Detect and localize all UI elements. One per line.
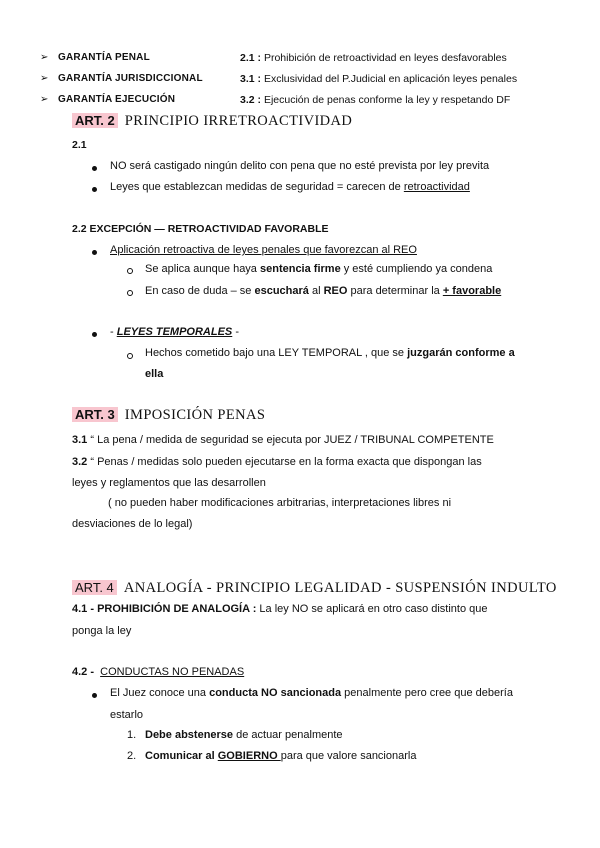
bold-text: Comunicar al — [145, 750, 218, 762]
bold-text: conducta NO sancionada — [209, 687, 342, 699]
art2-sub-bullet-2 — [145, 285, 501, 297]
bold-text: 4.2 - — [72, 666, 95, 678]
bold-text: juzgarán conforme a — [407, 347, 515, 359]
text-run: En caso de duda – se — [145, 285, 255, 297]
arrow-bullet-icon: ➢ — [40, 73, 49, 84]
numbered-item-2 — [145, 750, 416, 762]
bold-text: 3.1 — [72, 434, 88, 446]
arrow-bullet-icon: ➢ — [40, 94, 49, 105]
bold-underlined-text: + favorable — [442, 285, 502, 297]
art4-heading — [72, 580, 557, 597]
text-run: “ La pena / medida de seguridad se ejecuta por JUEZ / TRIBUNAL COMPETENTE — [87, 434, 494, 446]
bullet-icon — [92, 250, 97, 255]
bold-text: Debe abstenerse — [145, 729, 234, 741]
arrow-bullet-icon: ➢ — [40, 52, 49, 63]
circle-bullet-icon — [127, 353, 133, 359]
text-run: de actuar penalmente — [233, 729, 343, 741]
numbered-item-num: 2. — [127, 750, 137, 762]
text-run: y esté cumpliendo ya condena — [340, 263, 493, 275]
garantia-num: 3.1 : — [240, 73, 262, 85]
art2-title: PRINCIPIO IRRETROACTIVIDAD — [124, 113, 353, 129]
circle-bullet-icon — [127, 268, 133, 274]
art2-sub-bullet-3 — [145, 347, 515, 359]
garantia-desc: Exclusividad del P.Judicial en aplicación leyes penales — [263, 73, 518, 85]
bold-text: 4.1 - PROHIBICIÓN DE ANALOGÍA : — [72, 603, 257, 615]
art4-line-1 — [72, 603, 488, 615]
garantia-num: 2.1 : — [240, 52, 262, 64]
text-run: Se aplica aunque haya — [145, 263, 260, 275]
bold-underlined-text: GOBIERNO — [217, 750, 281, 762]
underlined-text: CONDUCTAS NO PENADAS — [100, 666, 245, 678]
bullet-icon — [92, 332, 97, 337]
text-run: al — [308, 285, 324, 297]
bold-text: sentencia firme — [259, 263, 341, 275]
text-run: para que valore sancionarla — [280, 750, 417, 762]
garantia-desc: Ejecución de penas conforme la ley y respetando DF — [263, 94, 511, 106]
garantia-text — [240, 52, 507, 64]
text-run: Hechos cometido bajo una LEY TEMPORAL , que se — [145, 347, 408, 359]
art2-bullet-3: Aplicación retroactiva de leyes penales que favorezcan al REO — [110, 244, 417, 256]
art3-line-2 — [72, 456, 482, 468]
text-run: “ Penas / medidas solo pueden ejecutarse en la forma exacta que dispongan las — [87, 456, 482, 468]
art3-line-1 — [72, 434, 494, 446]
bullet-icon — [92, 187, 97, 192]
art2-tag: ART. 2 — [72, 113, 118, 128]
art3-line-4: ( no pueden haber modificaciones arbitrarias, interpretaciones libres ni — [108, 497, 452, 509]
art4-tag: ART. 4 — [72, 580, 117, 595]
art4-bullet-1-cont: estarlo — [110, 709, 144, 721]
bullet-icon — [92, 166, 97, 171]
section-2-2-label: 2.2 EXCEPCIÓN — RETROACTIVIDAD FAVORABLE — [72, 223, 329, 235]
art3-line-5: desviaciones de lo legal) — [72, 518, 193, 530]
text-run: - — [232, 326, 239, 338]
section-2-1-label: 2.1 — [72, 139, 87, 151]
numbered-item-num: 1. — [127, 729, 137, 741]
underlined-text: retroactividad — [403, 181, 470, 193]
garantia-desc: Prohibición de retroactividad en leyes desfavorables — [263, 52, 507, 64]
garantia-text — [240, 94, 510, 106]
text-run: La ley NO se aplicará en otro caso distinto que — [256, 603, 488, 615]
garantia-label: GARANTÍA EJECUCIÓN — [58, 94, 176, 105]
text-run: - — [110, 326, 117, 338]
text-run: El Juez conoce una — [110, 687, 210, 699]
circle-bullet-icon — [127, 290, 133, 296]
art2-bullet-2 — [110, 181, 470, 193]
numbered-item-1 — [145, 729, 343, 741]
art3-heading — [72, 407, 265, 424]
art4-bullet-1 — [110, 687, 513, 699]
art2-bullet-4 — [110, 326, 239, 338]
art4-line-2: ponga la ley — [72, 625, 132, 637]
garantia-label: GARANTÍA JURISDICCIONAL — [58, 73, 203, 84]
art2-bullet-1: NO será castigado ningún delito con pena que no esté prevista por ley previta — [110, 160, 490, 172]
text-run: Leyes que establezcan medidas de seguridad = carecen de — [110, 181, 404, 193]
section-4-2-label — [72, 666, 244, 678]
art2-sub-bullet-3-cont: ella — [145, 368, 164, 380]
art3-line-3: leyes y reglamentos que las desarrollen — [72, 477, 266, 489]
text-run: para determinar la — [347, 285, 443, 297]
art4-title: ANALOGÍA - PRINCIPIO LEGALIDAD - SUSPENSIÓN INDULTO — [123, 580, 557, 596]
text-run: penalmente pero cree que debería — [341, 687, 513, 699]
garantia-num: 3.2 : — [240, 94, 262, 106]
art3-tag: ART. 3 — [72, 407, 118, 422]
bold-italic-underlined-text: LEYES TEMPORALES — [116, 326, 233, 338]
bold-text: 3.2 — [72, 456, 88, 468]
bold-text: REO — [323, 285, 348, 297]
art2-sub-bullet-1 — [145, 263, 492, 275]
art3-title: IMPOSICIÓN PENAS — [124, 407, 266, 423]
bold-text: escuchará — [254, 285, 309, 297]
garantia-text — [240, 73, 517, 85]
art2-heading — [72, 113, 352, 130]
bullet-icon — [92, 693, 97, 698]
garantia-label: GARANTÍA PENAL — [58, 52, 150, 63]
